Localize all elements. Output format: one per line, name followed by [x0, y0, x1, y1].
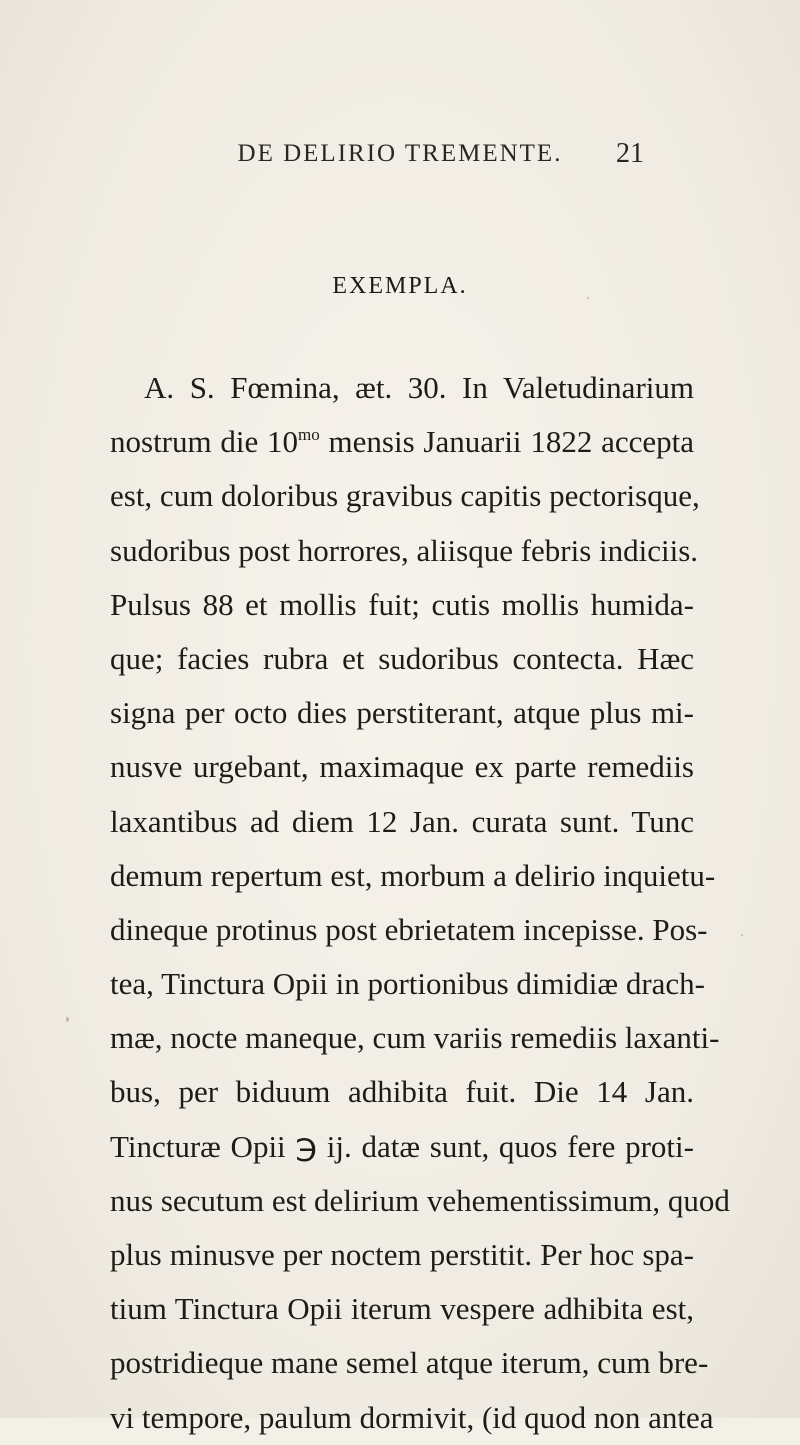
text-line-part: nostrum die 10	[110, 424, 299, 460]
text-line: sudoribus post horrores, aliisque febris indiciis.	[110, 532, 699, 568]
text-line: demum repertum est, morbum a delirio inquietu-	[110, 857, 716, 893]
text-line: plus minusve per noctem perstitit. Per hoc spa-	[110, 1237, 694, 1272]
paper-speck	[587, 297, 589, 299]
text-line: que; facies rubra et sudoribus contecta. Hæc	[110, 640, 694, 676]
text-line: nus secutum est delirium vehementissimum, quod	[110, 1182, 730, 1218]
text-line: mæ, nocte maneque, cum variis remediis laxanti-	[110, 1020, 720, 1056]
text-line: A. S. Fœmina, æt. 30. In Valetudinarium	[144, 370, 694, 405]
ordinal-superscript: mo	[298, 425, 320, 445]
text-line	[110, 415, 694, 469]
text-line: est, cum doloribus gravibus capitis pectorisque,	[110, 478, 700, 514]
text-line: tea, Tinctura Opii in portionibus dimidiæ drach-	[110, 966, 705, 1002]
text-line: vi tempore, paulum dormivit, (id quod non antea	[110, 1399, 714, 1435]
text-line-part: mensis Januarii 1822 accepta	[319, 424, 694, 460]
section-title: EXEMPLA.	[332, 273, 468, 299]
text-line: nusve urgebant, maximaque ex parte remediis	[110, 749, 694, 785]
text-line: postridieque mane semel atque iterum, cum bre-	[110, 1345, 709, 1381]
paper-speck	[741, 934, 743, 936]
text-line: laxantibus ad diem 12 Jan. curata sunt. Tunc	[110, 803, 694, 839]
body-text	[110, 361, 730, 1445]
running-head: DE DELIRIO TREMENTE.	[237, 140, 563, 167]
text-line: dineque protinus post ebrietatem incepisse. Pos-	[110, 911, 708, 947]
text-line: signa per octo dies perstiterant, atque plus mi-	[110, 695, 694, 731]
text-line: Pulsus 88 et mollis fuit; cutis mollis humida-	[110, 586, 694, 622]
text-line: tium Tinctura Opii iterum vespere adhibita est,	[110, 1291, 694, 1327]
paper-speck	[66, 1017, 69, 1022]
text-line: bus, per biduum adhibita fuit. Die 14 Jan.	[110, 1074, 694, 1110]
page-number: 21	[616, 138, 644, 169]
text-line: Tincturæ Opii ℈ ij. datæ sunt, quos fere proti-	[110, 1128, 694, 1164]
